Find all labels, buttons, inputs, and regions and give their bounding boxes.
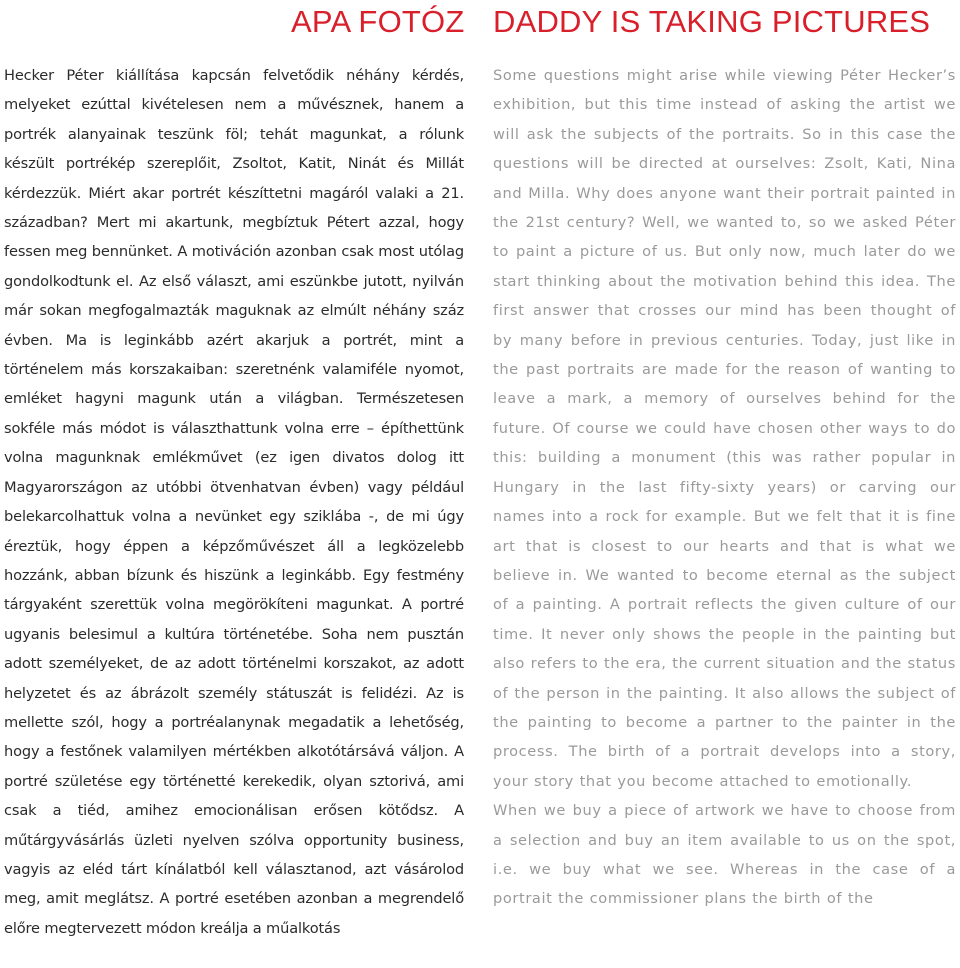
hungarian-paragraph: Hecker Péter kiállítása kapcsán felvetődik néhány kérdés, melyeket ezúttal kivételesen nem a művésznek, hanem a portrék alanyainak teszünk föl; tehát magunkat, a rólunk készült portrékép szereplőit, Zsoltot, Katit, Ninát és Millát kérdezzük. Miért akar portrét készíttetni magáról valaki a 21. században? Mert mi akartunk, megbíztuk Pétert azzal, hogy fessen meg bennünket. A motiváción azonban csak most utólag gondolkodtunk el. Az első választ, ami eszünkbe jutott, nyilván már sokan megfogalmazták maguknak az elmúlt néhány száz évben. Ma is leginkább azért akarjuk a portrét, mint a történelem más korszakaiban: szeretnénk valamiféle nyomot, emléket hagyni magunk után a világban. Természetesen sokféle más módot is választhattunk volna erre – építhettünk volna magunknak emlékművet (ez igen divatos dolog itt Magyarországon az utóbbi ötvenhatvan évben) vagy például belekarcolhattuk volna a nevünket egy sziklába -, de mi úgy éreztük, hogy éppen a képzőművészet áll a legközelebb hozzánk, abban bízunk és hiszünk a leginkább. Egy festmény tárgyaként szerettük volna megörökíteni magunkat. A portré ugyanis belesimul a kultúra történetébe. Soha nem pusztán adott személyeket, de az adott történelmi korszakot, az adott helyzetet és az ábrázolt személy státuszát is felidézi. Az is mellette szól, hogy a portréalanynak megadatik a lehetőség, hogy a festőnek valamilyen mértékben alkotótársává váljon. A portré születése egy történetté kerekedik, olyan sztorivá, ami csak a tiéd, amihez emocionálisan erősen kötődsz. A műtárgyvásárlás üzleti nyelven szólva opportunity business, vagyis az eléd tárt kínálatból kell választanod, azt vásárolod meg, amit meglátsz. A portré esetében azonban a megrendelő előre megtervezett módon kreálja a műalkotás xyxy=(4,67,464,937)
hungarian-title: APA FOTÓZ xyxy=(291,4,465,39)
hungarian-column xyxy=(4,61,464,943)
english-title: DADDY IS TAKING PICTURES xyxy=(493,4,931,39)
english-paragraph-1: Some questions might arise while viewing Péter Hecker’s exhibition, but this time instead of asking the artist we will ask the subjects of the portraits. So in this case the questions will be directed at ourselves: Zsolt, Kati, Nina and Milla. Why does anyone want their portrait painted in the 21st century? Well, we wanted to, so we asked Péter to paint a picture of us. But only now, much later do we start thinking about the motivation behind this idea. The first answer that crosses our mind has been thought of by many before in previous centuries. Today, just like in the past portraits are made for the reason of wanting to leave a mark, a memory of ourselves behind for the future. Of course we could have chosen other ways to do this: building a monument (this was rather popular in Hungary in the last fifty-sixty years) or carving our names into a rock for example. But we felt that it is fine art that is closest to our hearts and that is what we believe in. We wanted to become eternal as the subject of a painting. A portrait reflects the given culture of our time. It never only shows the people in the painting but also refers to the era, the current situation and the status of the person in the painting. It also allows the subject of the painting to become a partner to the painter in the process. The birth of a portrait develops into a story, your story that you become attached to emotionally. xyxy=(493,67,956,790)
english-column xyxy=(493,61,956,914)
english-paragraph-2: When we buy a piece of artwork we have to choose from a selection and buy an item available to us on the spot, i.e. we buy what we see. Whereas in the case of a portrait the commissioner plans the birth of the xyxy=(493,802,956,908)
